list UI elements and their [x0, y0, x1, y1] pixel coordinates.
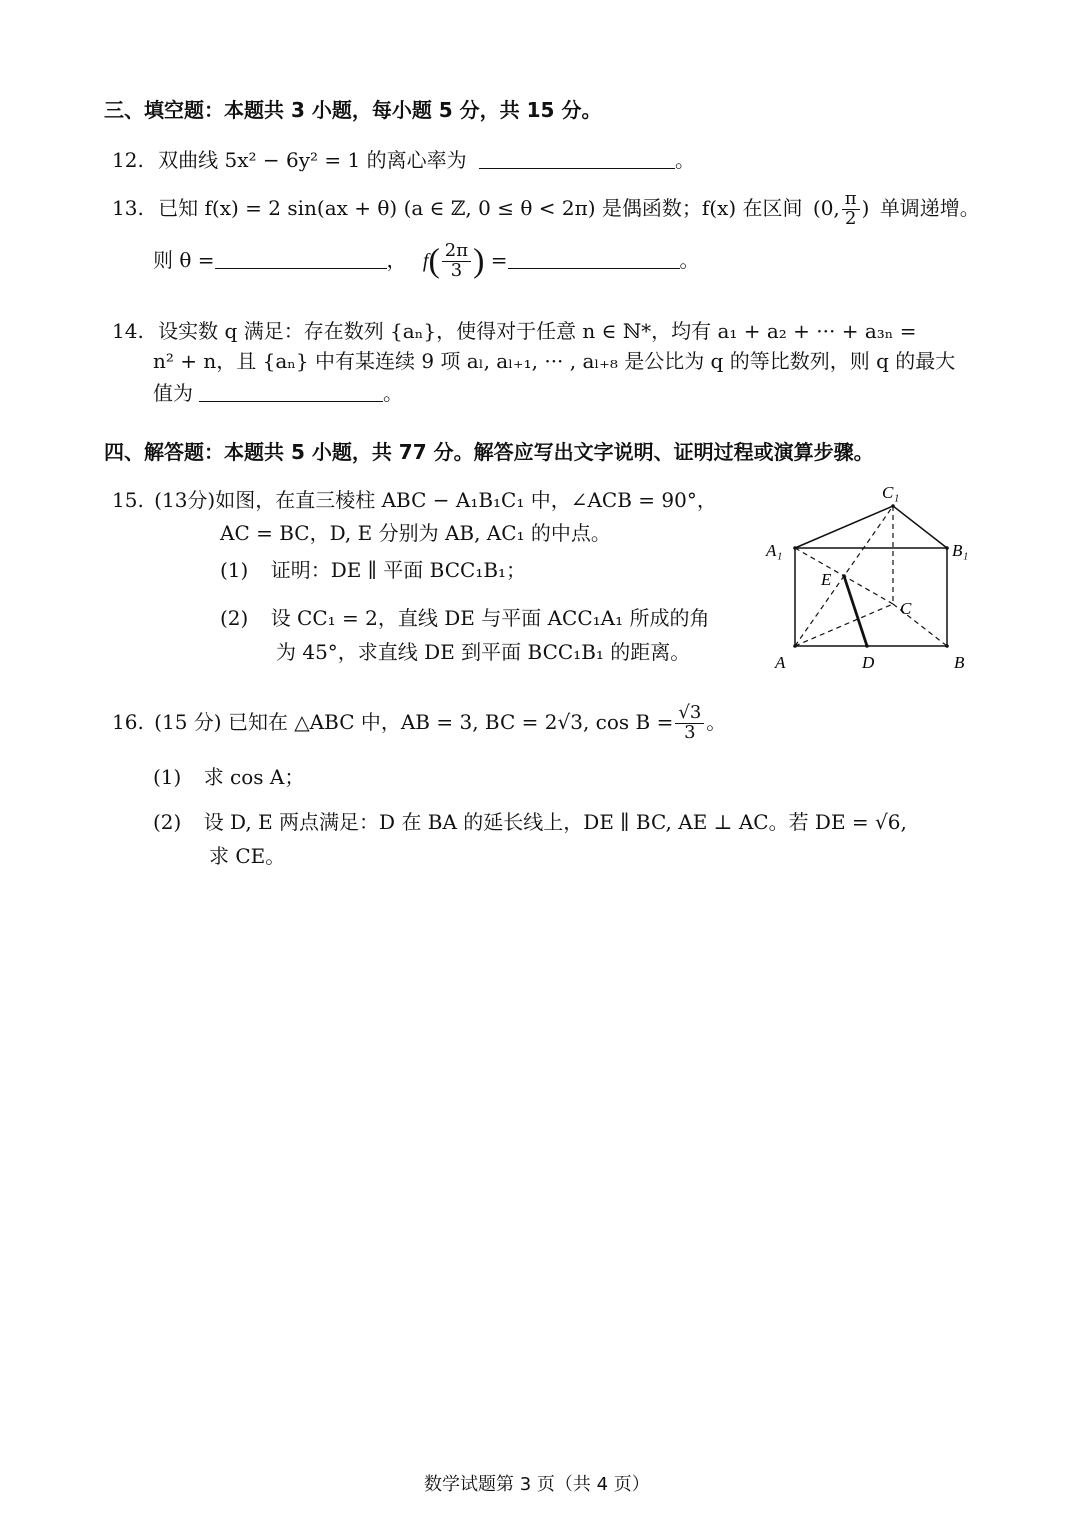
part-label: (1) — [220, 558, 249, 582]
question-text: (13分)如图，在直三棱柱 ABC − A₁B₁C₁ 中，∠ACB = 90°， — [154, 488, 717, 512]
label-C: C — [900, 599, 912, 618]
label-A1: A₁ — [766, 541, 783, 560]
prism-figure — [760, 478, 990, 678]
label-C1: C₁ — [882, 483, 900, 502]
theta-prompt: 则 θ = — [153, 247, 215, 272]
equals: = — [490, 247, 508, 272]
question-text-end: 单调递增。 — [879, 195, 980, 220]
answer-blank[interactable] — [199, 381, 383, 402]
question-number: 16. — [112, 709, 144, 734]
question-text: 已知 f(x) = 2 sin(ax + θ) (a ∈ ℤ, 0 ≤ θ < 2π) 是偶函数；f(x) 在区间 — [158, 195, 803, 220]
section-4-header: 四、解答题：本题共 5 小题，共 77 分。解答应写出文字说明、证明过程或演算步骤。 — [104, 440, 874, 464]
question-16-line-1 — [112, 704, 726, 743]
part-label: (2) — [220, 606, 249, 630]
page-footer: 数学试题第 3 页（共 4 页） — [424, 1474, 650, 1495]
answer-blank[interactable] — [479, 148, 675, 169]
question-13-line-1 — [112, 190, 980, 229]
f-value-answer-blank[interactable] — [508, 248, 680, 269]
question-16-part-1 — [153, 761, 304, 790]
root3-over-3-fraction: $\frac{√3}{3}$ — [675, 704, 704, 743]
question-15-line-2: AC = BC，D, E 分别为 AB, AC₁ 的中点。 — [220, 521, 611, 545]
part-text: 设 CC₁ = 2，直线 DE 与平面 ACC₁A₁ 所成的角 — [270, 606, 710, 630]
question-15-line-1 — [112, 484, 717, 513]
label-B1: B₁ — [952, 541, 969, 560]
period: 。 — [679, 247, 700, 272]
label-A: A — [775, 653, 786, 672]
part-text: 求 cos A； — [203, 765, 305, 789]
question-number: 14. — [112, 319, 144, 343]
question-text: 值为 — [153, 381, 193, 405]
theta-answer-blank[interactable] — [215, 248, 387, 269]
edge-A-C-hidden — [795, 604, 893, 646]
period: 。 — [383, 381, 403, 405]
part-text: 设 D, E 两点满足：D 在 BA 的延长线上，DE ∥ BC, AE ⊥ AC。若 DE = √6, — [203, 810, 907, 834]
two-pi-over-3-fraction: $\frac{2\pi}{3}$ — [442, 242, 471, 281]
edge-C1-B1 — [893, 506, 947, 548]
label-E: E — [821, 570, 832, 589]
question-15-part-1 — [220, 554, 526, 583]
label-D: D — [862, 653, 875, 672]
question-15-part-2-line-1 — [220, 602, 709, 631]
segment-DE — [844, 576, 867, 646]
question-16-part-2-line-2: 求 CE。 — [209, 844, 286, 868]
part-text: 证明：DE ∥ 平面 BCC₁B₁； — [270, 558, 527, 582]
interval-open: (0, — [812, 195, 840, 220]
question-text: (15 分) 已知在 △ABC 中，AB = 3, BC = 2√3, cos B = — [154, 709, 674, 734]
period: 。 — [674, 148, 695, 172]
question-14-line-2: n² + n，且 {aₙ} 中有某连续 9 项 aₗ, aₗ₊₁, ··· , aₗ₊₈ 是公比为 q 的等比数列，则 q 的最大 — [153, 349, 956, 373]
question-16-part-2-line-1 — [153, 806, 907, 835]
question-number: 13. — [112, 195, 144, 220]
separator: ， — [386, 247, 407, 272]
question-15-part-2-line-2: 为 45°，求直线 DE 到平面 BCC₁B₁ 的距离。 — [276, 640, 691, 664]
interval-close: ) — [861, 195, 870, 220]
question-12 — [112, 144, 695, 173]
question-13-line-2: 则 θ = ， f( $\frac{2\pi}{3}$ ) = 。 — [153, 240, 700, 281]
question-14-line-1 — [112, 315, 917, 344]
question-text: 双曲线 5x² − 6y² = 1 的离心率为 — [158, 148, 467, 172]
part-label: (1) — [153, 765, 182, 789]
label-B: B — [954, 653, 965, 672]
pi-over-2-fraction: $\frac{\pi}{2}$ — [842, 190, 860, 229]
question-number: 12. — [112, 148, 144, 172]
period: 。 — [706, 709, 727, 734]
f-symbol: f — [422, 249, 429, 272]
question-14-line-3 — [153, 377, 403, 406]
question-number: 15. — [112, 488, 144, 512]
part-label: (2) — [153, 810, 182, 834]
question-text: 设实数 q 满足：存在数列 {aₙ}，使得对于任意 n ∈ ℕ*，均有 a₁ + a₂ + ··· + a₃ₙ = — [158, 319, 917, 343]
section-3-header: 三、填空题：本题共 3 小题，每小题 5 分，共 15 分。 — [104, 98, 602, 122]
